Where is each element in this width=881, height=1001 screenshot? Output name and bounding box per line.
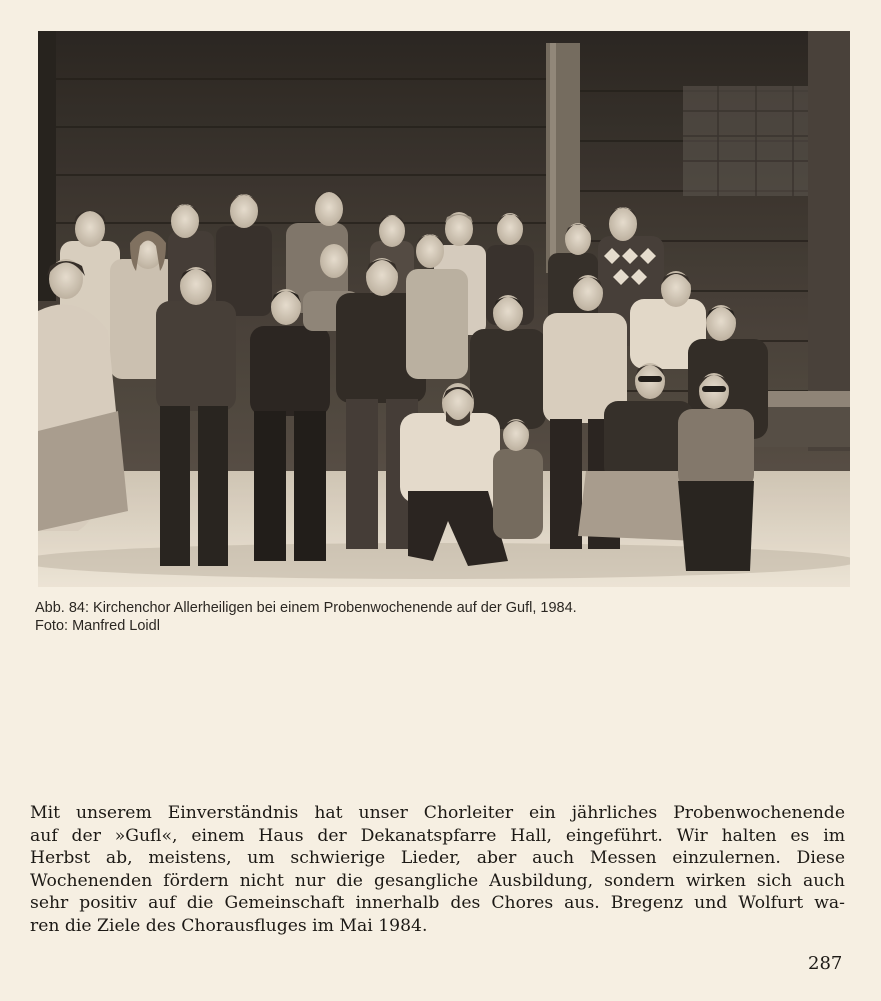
body-line-1: Mit unserem Einverständnis hat unser Chorleiter ein jährliches Probenwochenende	[30, 803, 845, 823]
group-photo	[38, 31, 850, 587]
choir-group-photograph	[38, 31, 850, 587]
body-line-4: Wochenenden fördern nicht nur die gesangliche Ausbildung, sondern wirken sich auch	[30, 870, 845, 891]
page-number: 287	[808, 953, 843, 974]
body-line-2: auf der »Gufl«, einem Haus der Dekanatspfarre Hall, eingeführt. Wir halten es im	[30, 825, 845, 846]
caption-line-2: Foto: Manfred Loidl	[35, 618, 160, 634]
body-line-5: sehr positiv auf die Gemeinschaft innerhalb des Chores aus. Bregenz und Wolfurt wa-	[30, 893, 845, 913]
caption-line-1: Abb. 84: Kirchenchor Allerheiligen bei einem Probenwochenende auf der Gufl, 1984.	[35, 600, 577, 616]
body-line-3: Herbst ab, meistens, um schwierige Lieder, aber auch Messen einzulernen. Diese	[30, 848, 845, 868]
body-paragraph	[30, 802, 845, 937]
body-line-6: ren die Ziele des Chorausfluges im Mai 1984.	[30, 915, 428, 936]
figure-caption	[35, 599, 835, 635]
